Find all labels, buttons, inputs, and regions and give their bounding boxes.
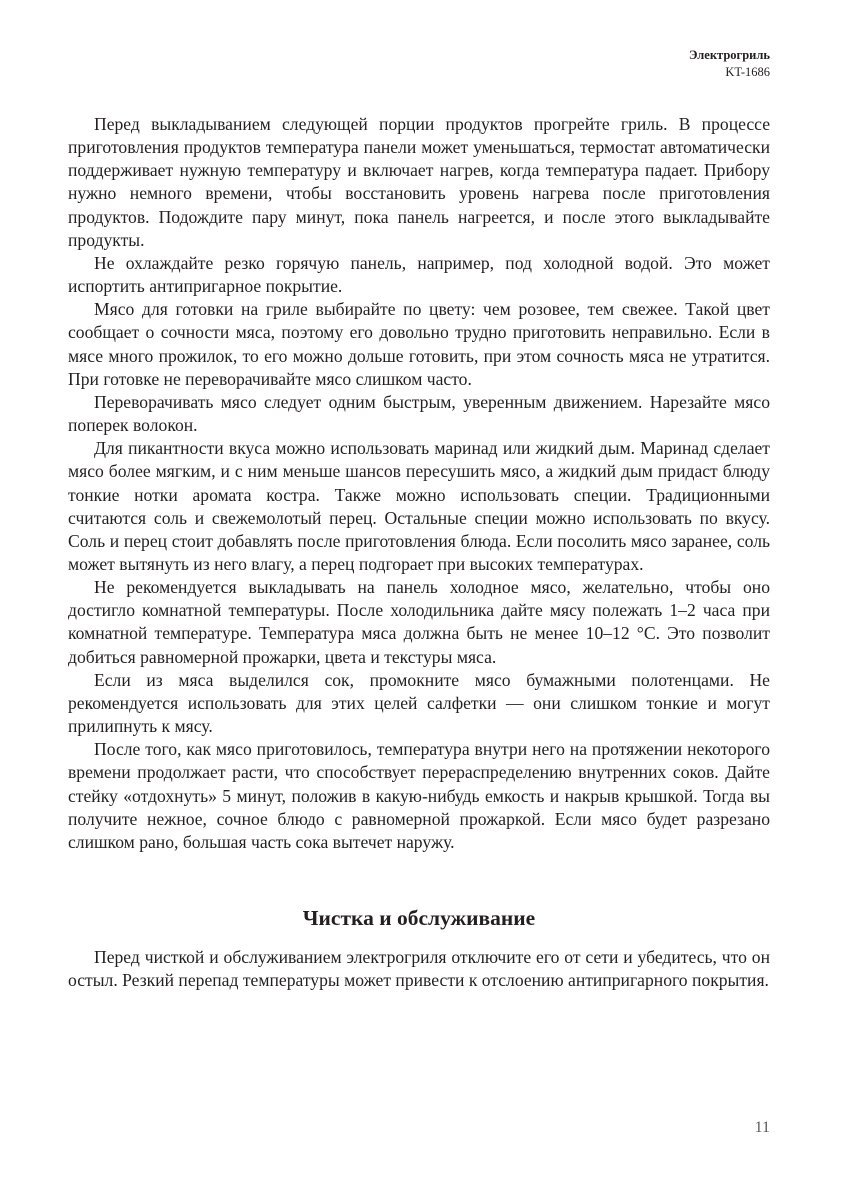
section-heading: Чистка и обслуживание — [302, 906, 536, 930]
paragraph-cooling: Не охлаждайте резко горячую панель, например, под холодной водой. Это может испортить антипригарное покрытие. — [68, 252, 770, 297]
header-title: Электрогриль — [688, 48, 770, 62]
section-body-text — [68, 946, 770, 992]
paragraph-resting: После того, как мясо приготовилось, температура внутри него на протяжении некоторого времени продолжает расти, что способствует перераспределению внутренних соков. Дайте стейку «отдохнуть» 5 минут, положив в какую-нибудь емкость и накрыв крышкой. Тогда вы получите нежное, сочное блюдо с равномерной прожаркой. Если мясо будет разрезано слишком рано, большая часть сока вытечет наружу. — [68, 739, 770, 852]
paragraph-cleaning: Перед чисткой и обслуживанием электрогриля отключите его от сети и убедитесь, что он остыл. Резкий перепад температуры может привести к отслоению антипригарного покрытия. — [68, 947, 770, 991]
paragraph-meat-choice: Мясо для готовки на гриле выбирайте по цвету: чем розовее, тем свежее. Такой цвет сообщает о сочности мяса, поэтому его довольно трудно приготовить неправильно. Если в мясе много прожилок, то его можно дольше готовить, при этом сочность мяса не утратится. При готовке не переворачивайте мясо слишком часто. — [68, 299, 770, 389]
paragraph-juice: Если из мяса выделился сок, промокните мясо бумажными полотенцами. Не рекомендуется использовать для этих целей салфетки — они слишком тонкие и могут прилипнуть к мясу. — [68, 669, 770, 737]
paragraph-preheat: Перед выкладыванием следующей порции продуктов прогрейте гриль. В процессе приготовления продуктов температура панели может уменьшаться, термостат автоматически поддерживает нужную температуру и включает нагрев, когда температура падает. Прибору нужно немного времени, чтобы восстановить уровень нагрева после приготовления продуктов. Подождите пару минут, пока панель нагреется, и после этого выкладывайте продукты. — [68, 114, 770, 250]
page-number: 11 — [754, 1119, 770, 1136]
paragraph-room-temperature: Не рекомендуется выкладывать на панель холодное мясо, желательно, чтобы оно достигло комнатной температуры. После холодильника дайте мясу полежать 1–2 часа при комнатной температуре. Температура мяса должна быть не менее 10–12 °С. Это позволит добиться равномерной прожарки, цвета и текстуры мяса. — [68, 577, 770, 667]
header-model: KT-1686 — [725, 65, 770, 79]
running-header — [689, 47, 770, 81]
paragraph-flipping: Переворачивать мясо следует одним быстрым, уверенным движением. Нарезайте мясо поперек волокон. — [68, 391, 770, 436]
paragraph-marinade: Для пикантности вкуса можно использовать маринад или жидкий дым. Маринад сделает мясо более мягким, и с ним меньше шансов пересушить мясо, а жидкий дым придаст блюду тонкие нотки аромата костра. Также можно использовать специи. Традиционными считаются соль и свежемолотый перец. Остальные специи можно использовать по вкусу. Соль и перец стоит добавлять после приготовления блюда. Если посолить мясо заранее, соль может вытянуть из него влагу, а перец подгорает при высоких температурах. — [68, 438, 770, 574]
main-body-text — [68, 113, 770, 854]
